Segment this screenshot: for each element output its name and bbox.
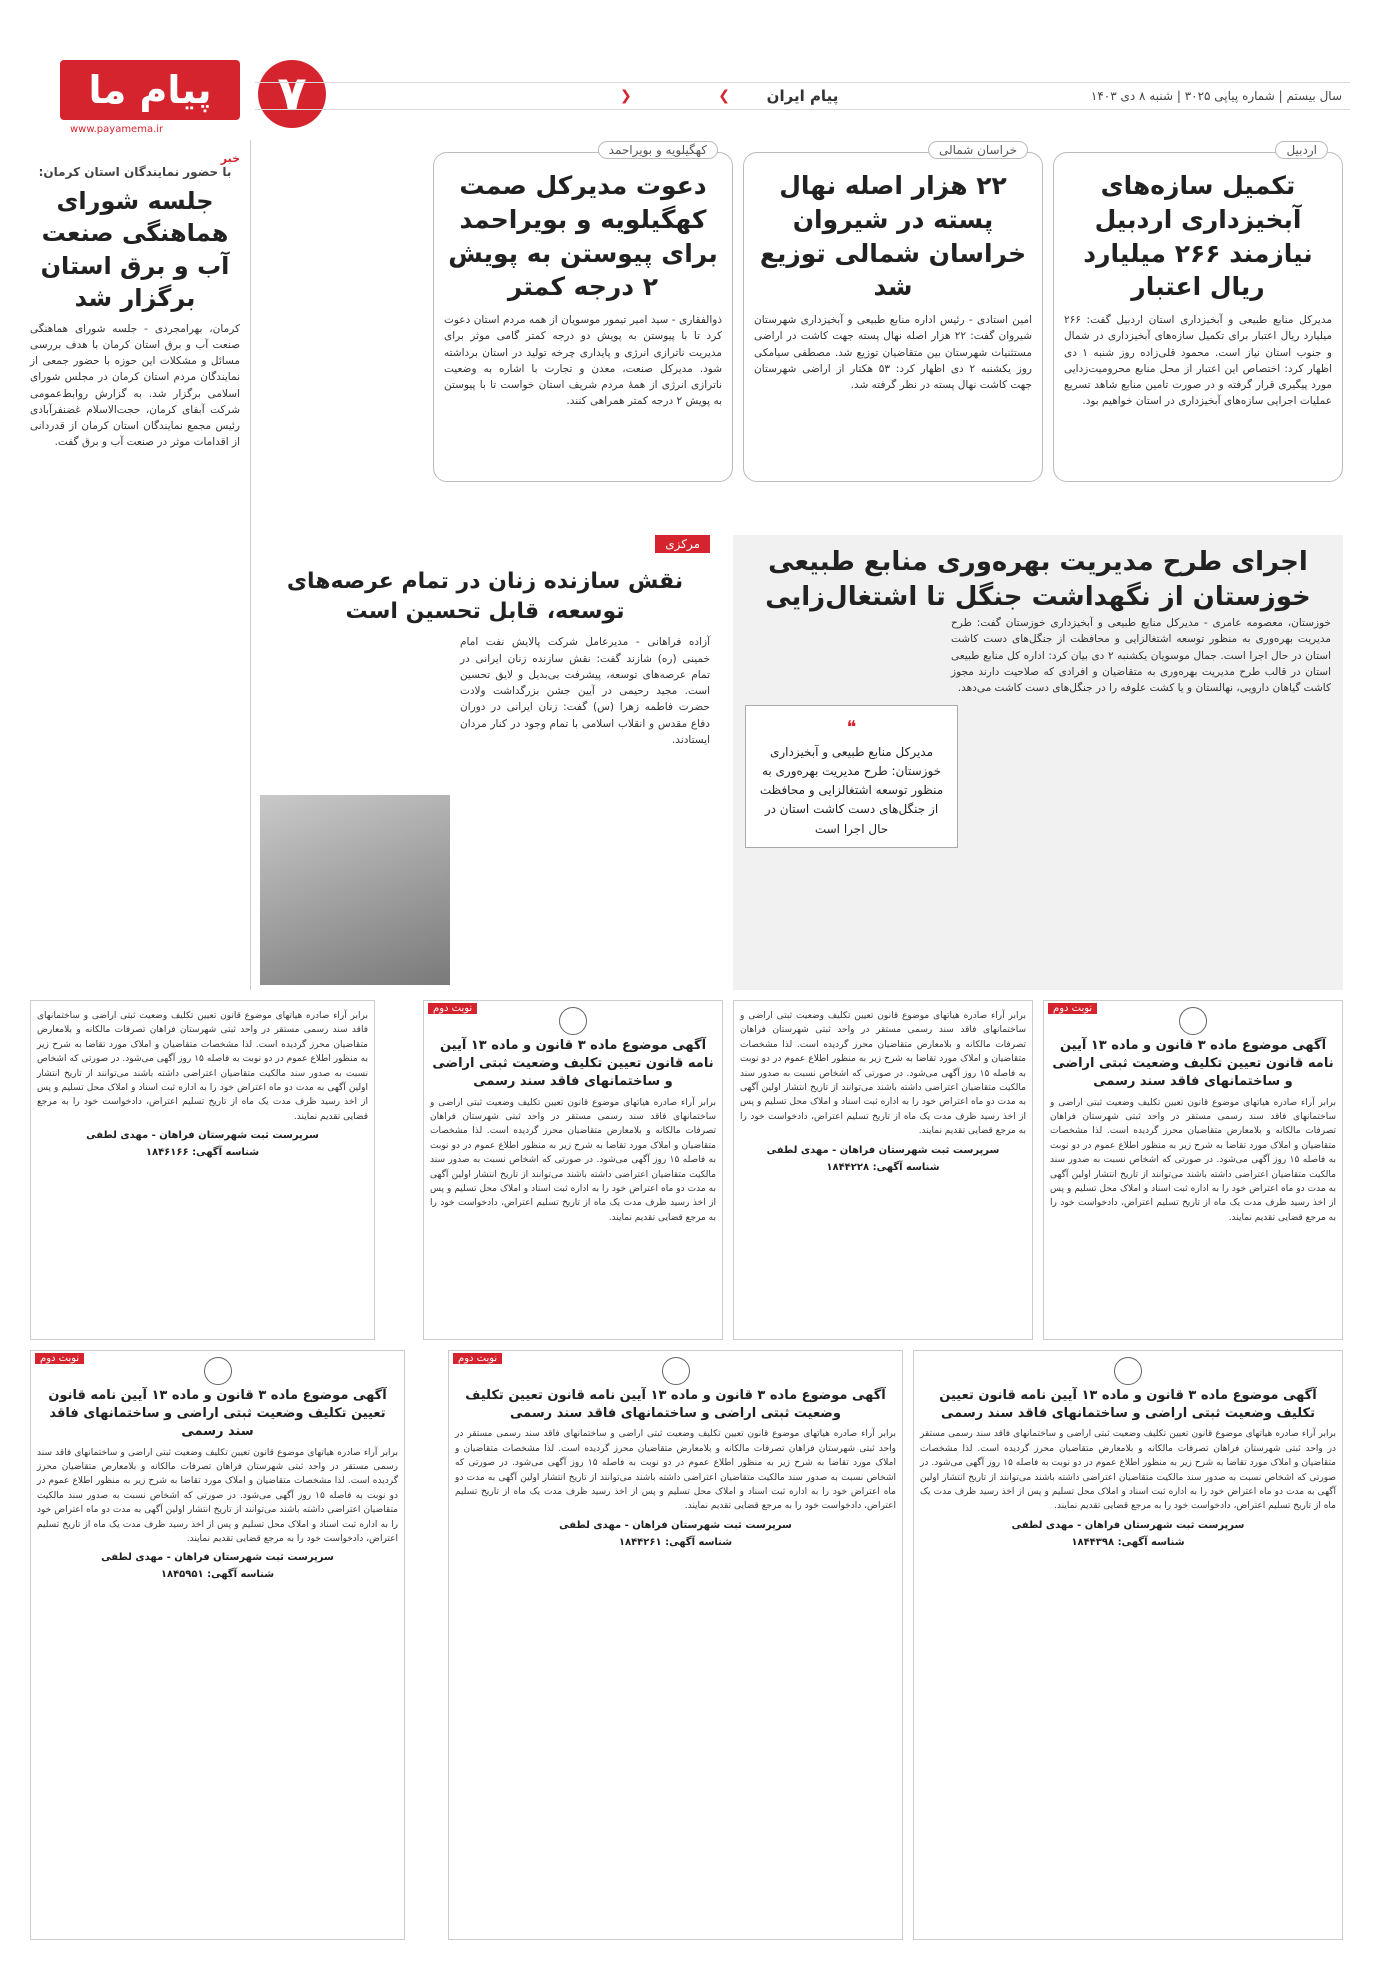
ad-4 (30, 1000, 375, 1340)
body-kerman: کرمان، بهرامجردی - جلسه شورای هماهنگی صنعت آب و برق استان کرمان با هدف بررسی مسائل و مشکلات این حوزه با حضور جمعی از نمایندگان مردم استان کرمان در مجلس شورای اسلامی برگزار شد. به گزارش روابط‌عمومی شرکت آبفای کرمان، حجت‌الاسلام غضنفرآبادی رئیس مجمع نمایندگان استان کرمان از قدردانی از اقدامات موثر در صنعت آب و برق گفت. (30, 322, 240, 449)
tag-kohgiluyeh: کهگیلویه و بویراحمد (598, 141, 718, 159)
body-kohgiluyeh: ذوالفقاری - سید امیر تیمور موسویان از همه مردم استان دعوت کرد تا با پیوستن به پویش دو درجه کمتر گامی موثر برای مدیریت ناترازی انرژی و پایداری چرخه تولید در استان برداشته شود. مدیرکل صنعت، معدن و تجارت با اشاره به وضعیت ناترازی انرژی از همهٔ مردم شریف استان خواست تا با پیوستن به پویش ۲ درجه کمتر همراهی کنند. (444, 314, 722, 408)
article-women (260, 535, 710, 990)
ad-tag: نوبت دوم (1048, 1003, 1097, 1014)
emblem-icon (204, 1357, 232, 1385)
tag-ardabil: اردبیل (1275, 141, 1328, 159)
ad-title: آگهی موضوع ماده ۳ قانون و ماده ۱۳ آیین نامه قانون تعیین تکلیف وضعیت ثبتی اراضی و ساختمانهای فاقد سند رسمی (432, 1038, 714, 1090)
ad-6 (448, 1350, 903, 1940)
emblem-icon (559, 1007, 587, 1035)
column-divider (250, 140, 251, 990)
body-ardabil: مدیرکل منابع طبیعی و آبخیزداری استان اردبیل گفت: ۲۶۶ میلیارد ریال اعتبار برای تکمیل سازه‌های آبخیزداری در شمال و جنوب استان نیاز است. محمود قلی‌زاده روز شنبه ۱ دی اظهار کرد: اختصاص این اعتبار از محل منابع محرومیت‌زدایی مورد پیگیری قرار گرفته و در صورت تامین منابع شاهد تسریع عملیات اجرایی سازه‌های آبخیزداری در استان خواهیم بود. (1064, 314, 1332, 408)
headline-khorasan: ۲۲ هزار اصله نهال پسته در شیروان خراسان شمالی توزیع شد (759, 171, 1027, 302)
issue-info: سال بیستم | شماره پیاپی ۳۰۲۵ | شنبه ۸ دی ۱۴۰۳ (1090, 89, 1342, 103)
ad-code: شناسه آگهی: ۱۸۴۶۱۶۶ (145, 1147, 260, 1159)
ad-3 (423, 1000, 723, 1340)
headline-kohgiluyeh: دعوت مدیرکل صمت کهگیلویه و بویراحمد برای پیوستن به پویش ۲ درجه کمتر (448, 171, 718, 302)
headline-kerman: جلسه شورای هماهنگی صنعت آب و برق استان برگزار شد (40, 187, 230, 313)
headline-women: نقش سازنده زنان در تمام عرصه‌های توسعه، قابل تحسین است (286, 569, 684, 624)
ad-5 (913, 1350, 1343, 1940)
logo-text: پیام ما (88, 68, 212, 112)
body-women: آزاده فراهانی - مدیرعامل شرکت پالایش نفت امام خمینی (ره) شازند گفت: نقش سازنده زنان ایرانی در تمام عرصه‌های توسعه، پیشرفت بی‌بدیل و لایق تحسین است. مجید رحیمی در آیین جشن بزرگداشت ولادت حضرت فاطمه زهرا (س) گفت: زنان ایرانی در دوران دفاع مقدس و انقلاب اسلامی با تمام وجود در کنار مردان ایستادند. (460, 636, 710, 746)
ad-signature: سرپرست ثبت شهرستان فراهان - مهدی لطفی (766, 1144, 1000, 1156)
logo-url[interactable]: www.payamema.ir (70, 124, 164, 135)
kicker-kerman: با حضور نمایندگان استان کرمان: (38, 165, 232, 179)
ad-code: شناسه آگهی: ۱۸۴۵۹۵۱ (160, 1569, 275, 1581)
ad-signature: سرپرست ثبت شهرستان فراهان - مهدی لطفی (1011, 1519, 1245, 1531)
logo[interactable] (60, 60, 240, 120)
kerman-label: خبر (220, 152, 240, 165)
tag-women: مرکزی (655, 535, 710, 553)
chevron-left-icon: ❮ (620, 88, 632, 104)
ad-text: برابر آراء صادره هیاتهای موضوع قانون تعیین تکلیف وضعیت ثبتی اراضی و ساختمانهای فاقد سند رسمی مستقر در واحد ثبتی شهرستان فراهان تصرفات مالکانه و بلامعارض متقاضیان محرز گردیده است. لذا مشخصات متقاضیان و املاک مورد تقاضا به شرح زیر به منظور اطلاع عموم در دو نوبت به فاصله ۱۵ روز آگهی می‌شود. در صورتی که اشخاص نسبت به صدور سند مالکیت متقاضیان اعتراضی داشته باشند می‌توانند از تاریخ انتشار اولین آگهی به مدت دو ماه اعتراض خود را به اداره ثبت اسناد و املاک محل تسلیم و پس از اخذ رسید ظرف مدت یک ماه از تاریخ تسلیم اعتراض، دادخواست خود را به مرجع قضایی تقدیم نمایند. (455, 1429, 896, 1512)
ad-tag: نوبت دوم (428, 1003, 477, 1014)
ad-code: شناسه آگهی: ۱۸۴۴۳۹۸ (1071, 1536, 1185, 1548)
tag-khorasan: خراسان شمالی (928, 141, 1028, 159)
pull-quote (745, 705, 958, 848)
ad-signature: سرپرست ثبت شهرستان فراهان - مهدی لطفی (86, 1130, 319, 1142)
page-number: ۷ (258, 60, 326, 128)
ad-text: برابر آراء صادره هیاتهای موضوع قانون تعیین تکلیف وضعیت ثبتی اراضی و ساختمانهای فاقد سند رسمی مستقر در واحد ثبتی شهرستان فراهان تصرفات مالکانه و بلامعارض متقاضیان محرز گردیده است. لذا مشخصات متقاضیان و املاک مورد تقاضا به شرح زیر به منظور اطلاع عموم در دو نوبت به فاصله ۱۵ روز آگهی می‌شود. در صورتی که اشخاص نسبت به صدور سند مالکیت متقاضیان اعتراضی داشته باشند می‌توانند از تاریخ انتشار اولین آگهی به مدت دو ماه اعتراض خود را به اداره ثبت اسناد و املاک محل تسلیم و پس از اخذ رسید ظرف مدت یک ماه از تاریخ تسلیم اعتراض، دادخواست خود را به مرجع قضایی تقدیم نمایند. (37, 1011, 368, 1122)
article-khorasan (743, 143, 1043, 482)
quote-text: مدیرکل منابع طبیعی و آبخیزداری خوزستان: طرح مدیریت بهره‌وری به منظور توسعه اشتغالزایی و محافظت از جنگل‌های دست کاشت استان در حال اجرا است (759, 744, 944, 836)
ad-signature: سرپرست ثبت شهرستان فراهان - مهدی لطفی (559, 1519, 792, 1531)
ad-text: برابر آراء صادره هیاتهای موضوع قانون تعیین تکلیف وضعیت ثبتی اراضی و ساختمانهای فاقد سند رسمی مستقر در واحد ثبتی شهرستان فراهان تصرفات مالکانه و بلامعارض متقاضیان محرز گردیده است. لذا مشخصات متقاضیان و املاک مورد تقاضا به شرح زیر به منظور اطلاع عموم در دو نوبت به فاصله ۱۵ روز آگهی می‌شود. در صورتی که اشخاص نسبت به صدور سند مالکیت متقاضیان اعتراضی داشته باشند می‌توانند از تاریخ انتشار اولین آگهی به مدت دو ماه اعتراض خود را به اداره ثبت اسناد و املاک محل تسلیم و پس از اخذ رسید ظرف مدت یک ماه از تاریخ تسلیم اعتراض، دادخواست خود را به مرجع قضایی تقدیم نمایند. (1050, 1097, 1336, 1223)
ad-7 (30, 1350, 405, 1940)
ad-text: برابر آراء صادره هیاتهای موضوع قانون تعیین تکلیف وضعیت ثبتی اراضی و ساختمانهای فاقد سند رسمی مستقر در واحد ثبتی شهرستان فراهان تصرفات مالکانه و بلامعارض متقاضیان محرز گردیده است. لذا مشخصات متقاضیان و املاک مورد تقاضا به شرح زیر به منظور اطلاع عموم در دو نوبت به فاصله ۱۵ روز آگهی می‌شود. در صورتی که اشخاص نسبت به صدور سند مالکیت متقاضیان اعتراضی داشته باشند می‌توانند از تاریخ انتشار اولین آگهی به مدت دو ماه اعتراض خود را به اداره ثبت اسناد و املاک محل تسلیم و پس از اخذ رسید ظرف مدت یک ماه از تاریخ تسلیم اعتراض، دادخواست خود را به مرجع قضایی تقدیم نمایند. (740, 1011, 1026, 1137)
article-kerman (30, 152, 240, 982)
quote-icon: ❝ (846, 717, 857, 738)
ad-title: آگهی موضوع ماده ۳ قانون و ماده ۱۳ آیین نامه قانون تعیین تکلیف وضعیت ثبتی اراضی و ساختمانهای فاقد سند رسمی (1052, 1038, 1334, 1090)
ad-2 (733, 1000, 1033, 1340)
ad-signature: سرپرست ثبت شهرستان فراهان - مهدی لطفی (101, 1552, 334, 1564)
body-khorasan: امین استادی - رئیس اداره منابع طبیعی و آبخیزداری شهرستان شیروان گفت: ۲۲ هزار اصله نهال پسته جهت کاشت در اراضی مستثنیات شهرستان بین متقاضیان توزیع شد. مصطفی سیامکی روز یکشنبه ۲ دی اظهار کرد: ۵۳ هکتار از اراضی شهرستان جهت کاشت نهال پسته در نظر گرفته شد. (754, 314, 1032, 392)
section-title: پیام ایران (766, 87, 839, 105)
ad-title: آگهی موضوع ماده ۳ قانون و ماده ۱۳ آیین نامه قانون تعیین تکلیف وضعیت ثبتی اراضی و ساختمانهای فاقد سند رسمی (939, 1388, 1317, 1422)
headline-ardabil: تکمیل سازه‌های آبخیزداری اردبیل نیازمند ۲۶۶ میلیارد ریال اعتبار (1083, 171, 1313, 302)
ad-title: آگهی موضوع ماده ۳ قانون و ماده ۱۳ آیین نامه قانون تعیین تکلیف وضعیت ثبتی اراضی و ساختمانهای فاقد سند رسمی (48, 1388, 387, 1440)
ad-code: شناسه آگهی: ۱۸۴۴۲۶۱ (618, 1536, 733, 1548)
headline-khuzestan: اجرای طرح مدیریت بهره‌وری منابع طبیعی خوزستان از نگهداشت جنگل تا اشتغال‌زایی (765, 547, 1311, 613)
emblem-icon (662, 1357, 690, 1385)
page-header (255, 82, 1350, 110)
speaker-photo (260, 795, 450, 985)
body-khuzestan: خوزستان، معصومه عامری - مدیرکل منابع طبیعی و آبخیزداری خوزستان گفت: طرح مدیریت بهره‌وری به منظور توسعه اشتغالزایی و محافظت از جنگل‌های دست کاشت استان در حال اجرا است. جمال موسویان یکشنبه ۲ دی بیان کرد: اداره کل منابع طبیعی استان در قالب طرح مدیریت بهره‌وری به متقاضیان و افرادی که صلاحیت دارند مجوز کاشت گیاهان دارویی، نهالستان و یا کشت علوفه را در جنگل‌های دست کاشت می‌دهد. (951, 617, 1332, 695)
ad-text: برابر آراء صادره هیاتهای موضوع قانون تعیین تکلیف وضعیت ثبتی اراضی و ساختمانهای فاقد سند رسمی مستقر در واحد ثبتی شهرستان فراهان تصرفات مالکانه و بلامعارض متقاضیان محرز گردیده است. لذا مشخصات متقاضیان و املاک مورد تقاضا به شرح زیر به منظور اطلاع عموم در دو نوبت به فاصله ۱۵ روز آگهی می‌شود. در صورتی که اشخاص نسبت به صدور سند مالکیت متقاضیان اعتراضی داشته باشند می‌توانند از تاریخ انتشار اولین آگهی به مدت دو ماه اعتراض خود را به اداره ثبت اسناد و املاک محل تسلیم و پس از اخذ رسید ظرف مدت یک ماه از تاریخ تسلیم اعتراض، دادخواست خود را به مرجع قضایی تقدیم نمایند. (37, 1447, 398, 1544)
ad-title: آگهی موضوع ماده ۳ قانون و ماده ۱۳ آیین نامه قانون تعیین تکلیف وضعیت ثبتی اراضی و ساختمانهای فاقد سند رسمی (465, 1388, 886, 1422)
ad-tag: نوبت دوم (453, 1353, 502, 1364)
chevron-right-icon: ❯ (718, 88, 730, 104)
ad-tag: نوبت دوم (35, 1353, 84, 1364)
emblem-icon (1114, 1357, 1142, 1385)
ad-1 (1043, 1000, 1343, 1340)
article-ardabil (1053, 143, 1343, 482)
article-kohgiluyeh (433, 143, 733, 482)
emblem-icon (1179, 1007, 1207, 1035)
ad-text: برابر آراء صادره هیاتهای موضوع قانون تعیین تکلیف وضعیت ثبتی اراضی و ساختمانهای فاقد سند رسمی مستقر در واحد ثبتی شهرستان فراهان تصرفات مالکانه و بلامعارض متقاضیان محرز گردیده است. لذا مشخصات متقاضیان و املاک مورد تقاضا به شرح زیر به منظور اطلاع عموم در دو نوبت به فاصله ۱۵ روز آگهی می‌شود. در صورتی که اشخاص نسبت به صدور سند مالکیت متقاضیان اعتراضی داشته باشند می‌توانند از تاریخ انتشار اولین آگهی به مدت دو ماه اعتراض خود را به اداره ثبت اسناد و املاک محل تسلیم و پس از اخذ رسید ظرف مدت یک ماه از تاریخ تسلیم اعتراض، دادخواست خود را به مرجع قضایی تقدیم نمایند. (430, 1097, 716, 1223)
ad-code: شناسه آگهی: ۱۸۴۴۲۲۸ (826, 1161, 940, 1173)
ad-text: برابر آراء صادره هیاتهای موضوع قانون تعیین تکلیف وضعیت ثبتی اراضی و ساختمانهای فاقد سند رسمی مستقر در واحد ثبتی شهرستان فراهان تصرفات مالکانه و بلامعارض متقاضیان محرز گردیده است. لذا مشخصات متقاضیان و املاک مورد تقاضا به شرح زیر به منظور اطلاع عموم در دو نوبت به فاصله ۱۵ روز آگهی می‌شود. در صورتی که اشخاص نسبت به صدور سند مالکیت متقاضیان اعتراضی داشته باشند می‌توانند از تاریخ انتشار اولین آگهی به مدت دو ماه اعتراض خود را به اداره ثبت اسناد و املاک محل تسلیم و پس از اخذ رسید ظرف مدت یک ماه از تاریخ تسلیم اعتراض، دادخواست خود را به مرجع قضایی تقدیم نمایند. (920, 1429, 1336, 1512)
article-khuzestan (733, 535, 1343, 990)
